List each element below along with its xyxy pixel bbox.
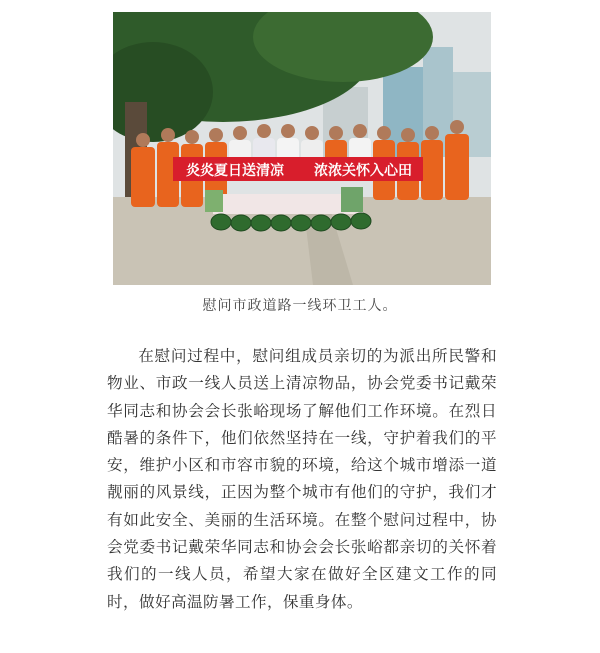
photo-caption: 慰问市政道路一线环卫工人。 bbox=[202, 298, 398, 314]
banner-left-text: 炎炎夏日送清凉 bbox=[186, 163, 284, 179]
banner-right-text: 浓浓关怀入心田 bbox=[314, 163, 412, 179]
group-photo bbox=[113, 12, 491, 285]
group-photo-illustration bbox=[113, 12, 491, 285]
article-paragraph: 在慰问过程中，慰问组成员亲切的为派出所民警和物业、市政一线人员送上清凉物品，协会党委书记戴荣华同志和协会会长张峪现场了解他们工作环境。在烈日酷暑的条件下，他们依然坚持在一线，守护着我们的平安，维护小区和市容市貌的环境，给这个城市增添一道靓丽的风景线，正因为整个城市有他们的守护，我们才有如此安全、美丽的生活环境。在整个慰问过程中，协会党委书记戴荣华同志和协会会长张峪都亲切的关怀着我们的一线人员，希望大家在做好全区建文工作的同时，做好高温防暑工作，保重身体。 bbox=[107, 347, 497, 611]
